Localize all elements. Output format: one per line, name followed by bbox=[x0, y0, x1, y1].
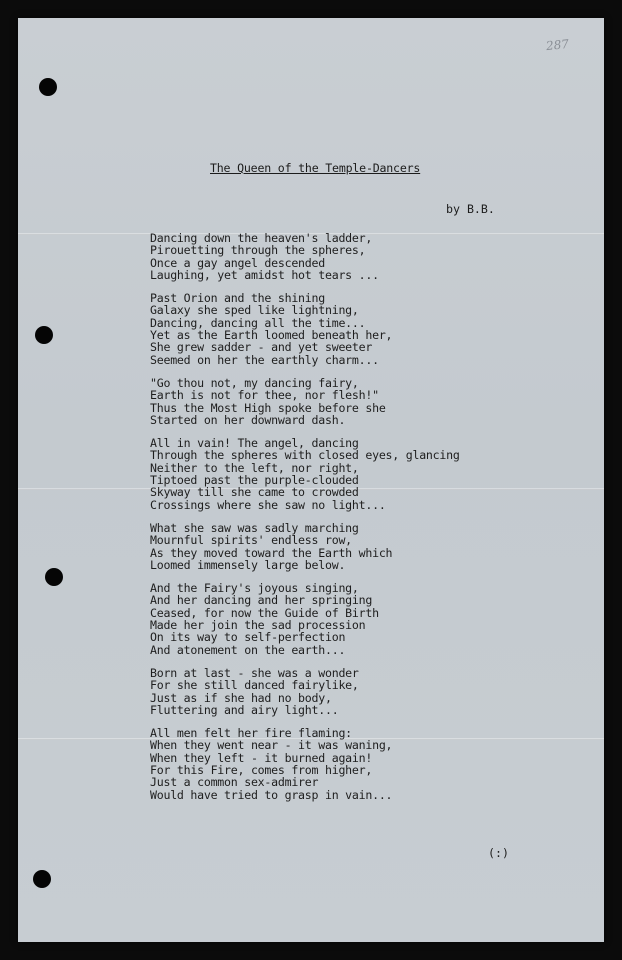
stanza bbox=[150, 292, 570, 366]
stanza bbox=[150, 437, 570, 511]
poem-line: On its way to self-perfection bbox=[150, 630, 346, 645]
poem-line: When they left - it burned again! bbox=[150, 750, 373, 765]
poem-line: Dancing, dancing all the time... bbox=[150, 315, 366, 330]
archive-number: 287 bbox=[545, 36, 570, 54]
poem-line: As they moved toward the Earth which bbox=[150, 545, 393, 560]
poem-line: She grew sadder - and yet sweeter bbox=[150, 340, 373, 355]
poem-body bbox=[150, 232, 570, 812]
stanza bbox=[150, 727, 570, 801]
poem-line: All in vain! The angel, dancing bbox=[150, 436, 359, 451]
poem-line: Yet as the Earth loomed beneath her, bbox=[150, 328, 393, 343]
typewritten-page bbox=[18, 18, 604, 942]
poem-line: Fluttering and airy light... bbox=[150, 702, 339, 717]
poem-line: Ceased, for now the Guide of Birth bbox=[150, 605, 379, 620]
poem-line: And her dancing and her springing bbox=[150, 593, 373, 608]
poem-line: And atonement on the earth... bbox=[150, 642, 346, 657]
stanza bbox=[150, 377, 570, 426]
poem-line: Seemed on her the earthly charm... bbox=[150, 352, 379, 367]
end-mark: (:) bbox=[488, 846, 509, 860]
poem-line: Skyway till she came to crowded bbox=[150, 485, 359, 500]
poem-line: Made her join the sad procession bbox=[150, 618, 366, 633]
poem-line: Mournful spirits' endless row, bbox=[150, 533, 352, 548]
stanza bbox=[150, 667, 570, 716]
poem-line: Thus the Most High spoke before she bbox=[150, 400, 386, 415]
poem-line: "Go thou not, my dancing fairy, bbox=[150, 375, 359, 390]
poem-line: Just as if she had no body, bbox=[150, 690, 332, 705]
poem-line: And the Fairy's joyous singing, bbox=[150, 581, 359, 596]
stanza bbox=[150, 232, 570, 281]
poem-line: Just a common sex-admirer bbox=[150, 775, 319, 790]
punch-hole bbox=[35, 326, 53, 344]
poem-line: Loomed immensely large below. bbox=[150, 557, 346, 572]
poem-line: All men felt her fire flaming: bbox=[150, 726, 352, 741]
punch-hole bbox=[39, 78, 57, 96]
stanza bbox=[150, 582, 570, 656]
poem-line: Tiptoed past the purple-clouded bbox=[150, 473, 359, 488]
poem-line: Through the spheres with closed eyes, glancing bbox=[150, 448, 460, 463]
poem-line: Pirouetting through the spheres, bbox=[150, 243, 366, 258]
poem-line: Born at last - she was a wonder bbox=[150, 665, 359, 680]
poem-line: For this Fire, comes from higher, bbox=[150, 762, 373, 777]
poem-line: What she saw was sadly marching bbox=[150, 520, 359, 535]
poem-line: Neither to the left, nor right, bbox=[150, 460, 359, 475]
poem-line: Galaxy she sped like lightning, bbox=[150, 303, 359, 318]
poem-line: When they went near - it was waning, bbox=[150, 738, 393, 753]
poem-author: by B.B. bbox=[446, 202, 495, 216]
poem-line: Earth is not for thee, nor flesh!" bbox=[150, 388, 379, 403]
poem-line: Started on her downward dash. bbox=[150, 412, 346, 427]
punch-hole bbox=[45, 568, 63, 586]
punch-hole bbox=[33, 870, 51, 888]
poem-title: The Queen of the Temple-Dancers bbox=[210, 161, 421, 175]
poem-line: Dancing down the heaven's ladder, bbox=[150, 231, 373, 245]
poem-line: Crossings where she saw no light... bbox=[150, 497, 386, 512]
poem-line: Laughing, yet amidst hot tears ... bbox=[150, 267, 379, 282]
stanza bbox=[150, 522, 570, 571]
poem-line: Would have tried to grasp in vain... bbox=[150, 787, 393, 802]
poem-line: For she still danced fairylike, bbox=[150, 678, 359, 693]
poem-line: Once a gay angel descended bbox=[150, 255, 325, 270]
poem-line: Past Orion and the shining bbox=[150, 291, 325, 306]
